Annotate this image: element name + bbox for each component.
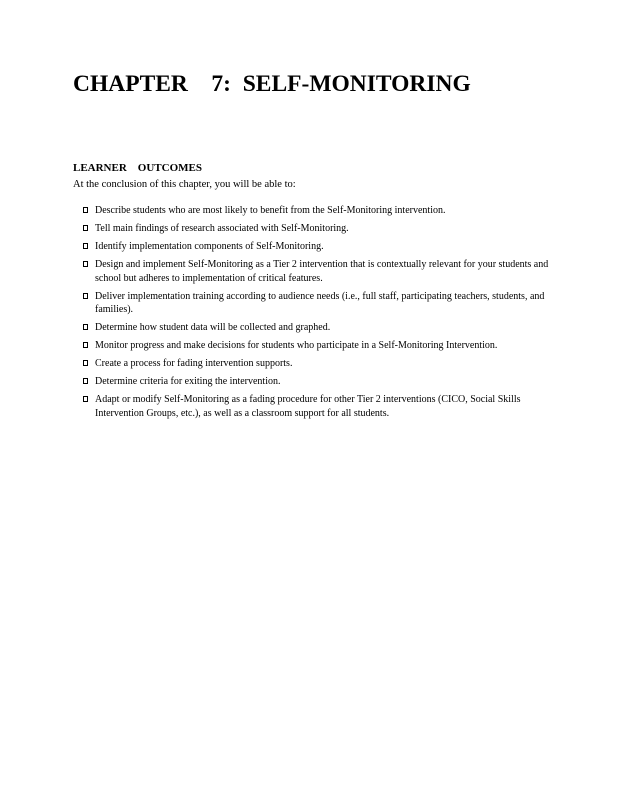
outcome-item-text: Create a process for fading intervention supports.	[95, 358, 293, 369]
outcome-item	[83, 357, 553, 371]
outcome-item-text: Deliver implementation training according to audience needs (i.e., full staff, participating teachers, students, and families).	[95, 290, 545, 315]
outcome-item	[83, 339, 553, 353]
outcome-item	[83, 240, 553, 254]
checkbox-square-icon	[83, 339, 95, 353]
outcome-item	[83, 222, 553, 236]
outcome-item	[83, 204, 553, 218]
checkbox-square-icon	[83, 321, 95, 335]
checkbox-square-icon	[83, 222, 95, 236]
checkbox-square-icon	[83, 240, 95, 254]
outcome-item-text: Adapt or modify Self-Monitoring as a fading procedure for other Tier 2 interventions (CICO, Social Skills Intervention Groups, etc.), as well as a classroom support for all students.	[95, 394, 521, 419]
outcomes-intro: At the conclusion of this chapter, you will be able to:	[73, 179, 296, 190]
outcome-item-text: Determine how student data will be collected and graphed.	[95, 322, 331, 333]
outcome-item	[83, 375, 553, 389]
checkbox-square-icon	[83, 375, 95, 389]
outcome-item-text: Design and implement Self-Monitoring as a Tier 2 intervention that is contextually relevant for your students and school but adheres to implementation of critical features.	[95, 259, 549, 284]
outcome-item	[83, 321, 553, 335]
outcome-item	[83, 258, 553, 285]
checkbox-square-icon	[83, 290, 95, 304]
chapter-title: CHAPTER 7: SELF-MONITORING	[73, 71, 471, 97]
outcome-item	[83, 393, 553, 420]
outcome-item-text: Tell main findings of research associated with Self-Monitoring.	[95, 223, 349, 234]
checkbox-square-icon	[83, 357, 95, 371]
learner-outcomes-heading: LEARNER OUTCOMES	[73, 162, 202, 174]
outcome-list	[83, 204, 553, 425]
outcome-item-text: Identify implementation components of Self-Monitoring.	[95, 241, 324, 252]
checkbox-square-icon	[83, 204, 95, 218]
outcome-item	[83, 290, 553, 317]
checkbox-square-icon	[83, 393, 95, 407]
outcome-item-text: Describe students who are most likely to benefit from the Self-Monitoring intervention.	[95, 205, 446, 216]
outcome-item-text: Determine criteria for exiting the intervention.	[95, 376, 281, 387]
outcome-item-text: Monitor progress and make decisions for students who participate in a Self-Monitoring Intervention.	[95, 340, 498, 351]
checkbox-square-icon	[83, 258, 95, 272]
